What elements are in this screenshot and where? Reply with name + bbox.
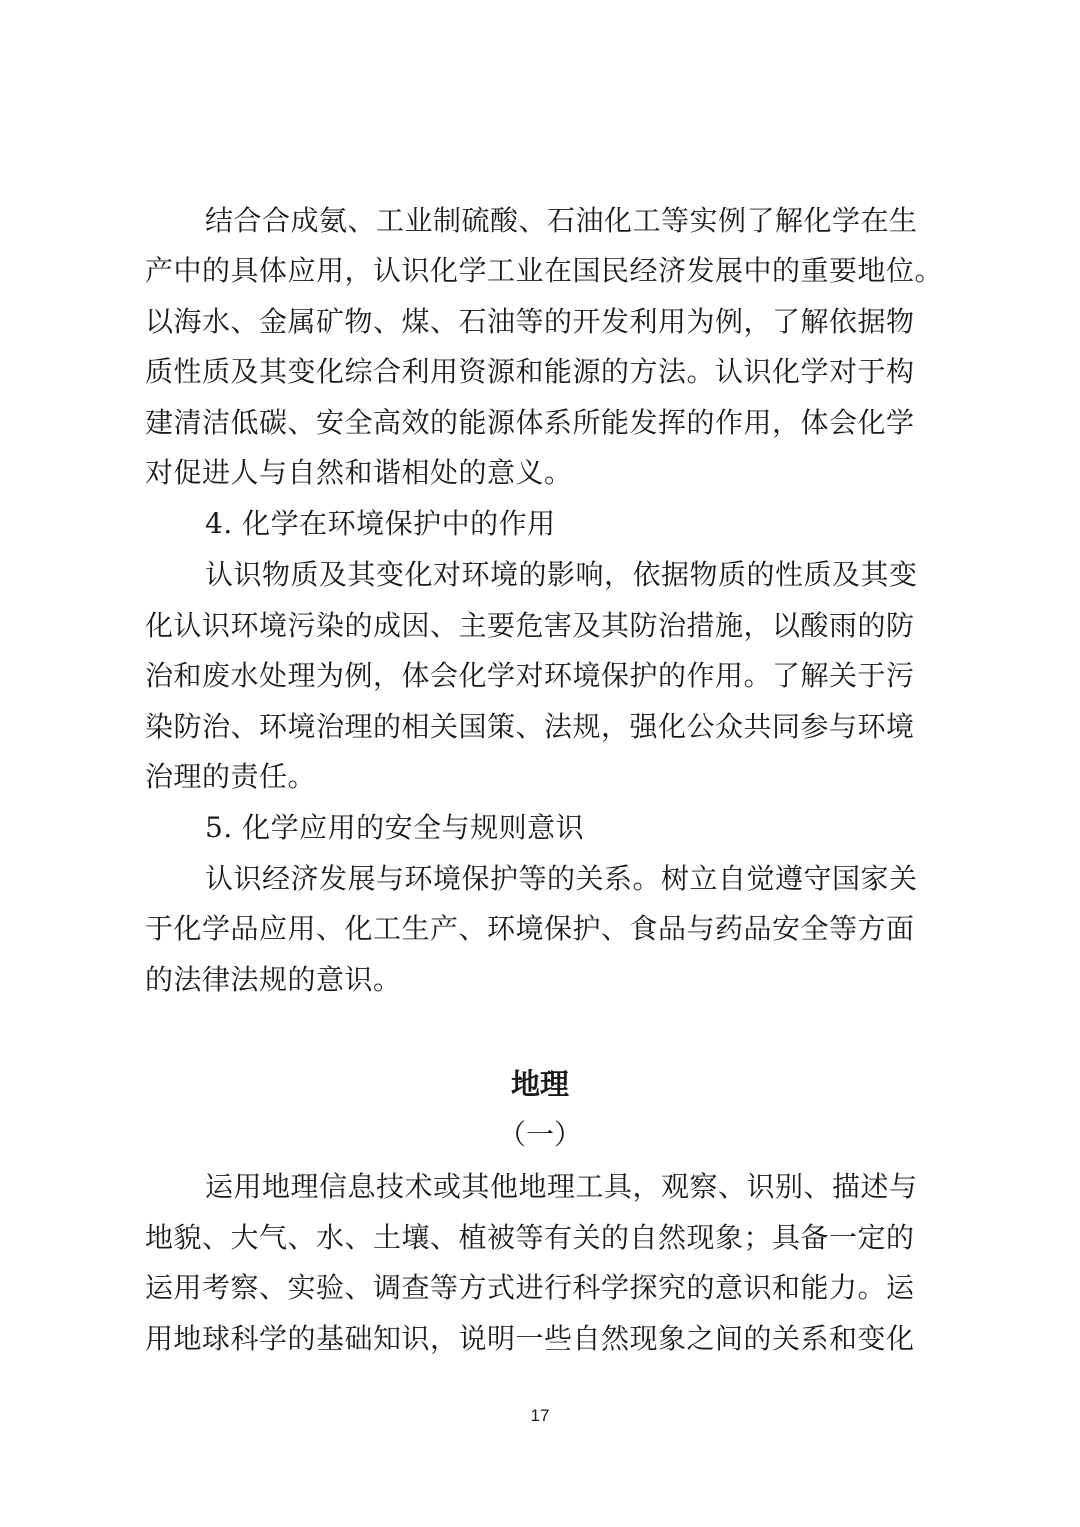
paragraph-line: 治和废水处理为例，体会化学对环境保护的作用。了解关于污 (145, 659, 915, 692)
paragraph-line: 认识经济发展与环境保护等的关系。树立自觉遵守国家关 (205, 862, 918, 895)
geography-title: 地理 (510, 1067, 569, 1101)
paragraph-line: 治理的责任。 (145, 760, 317, 793)
paragraph-line: 质性质及其变化综合利用资源和能源的方法。认识化学对于构 (145, 355, 915, 388)
paragraph-line: 地貌、大气、水、土壤、植被等有关的自然现象；具备一定的 (145, 1221, 915, 1254)
paragraph-line: 产中的具体应用，认识化学工业在国民经济发展中的重要地位。 (145, 254, 944, 287)
geography-subtitle: （一） (497, 1118, 582, 1151)
paragraph-line: 运用考察、实验、调查等方式进行科学探究的意识和能力。运 (145, 1271, 915, 1304)
paragraph-line: 染防治、环境治理的相关国策、法规，强化公众共同参与环境 (145, 710, 915, 743)
paragraph-line: 于化学品应用、化工生产、环境保护、食品与药品安全等方面 (145, 912, 915, 945)
section-heading-4: 4. 化学在环境保护中的作用 (205, 507, 556, 540)
paragraph-line: 化认识环境污染的成因、主要危害及其防治措施，以酸雨的防 (145, 609, 915, 642)
paragraph-line: 建清洁低碳、安全高效的能源体系所能发挥的作用，体会化学 (145, 406, 915, 439)
paragraph-line: 认识物质及其变化对环境的影响，依据物质的性质及其变 (205, 558, 918, 591)
paragraph-line: 运用地理信息技术或其他地理工具，观察、识别、描述与 (205, 1170, 918, 1203)
page-number: 17 (530, 1406, 550, 1425)
paragraph-line: 用地球科学的基础知识，说明一些自然现象之间的关系和变化 (145, 1322, 915, 1355)
paragraph-line: 以海水、金属矿物、煤、石油等的开发利用为例，了解依据物 (145, 305, 915, 338)
paragraph-line: 对促进人与自然和谐相处的意义。 (145, 456, 573, 489)
paragraph-line: 结合合成氨、工业制硫酸、石油化工等实例了解化学在生 (205, 204, 918, 237)
section-heading-5: 5. 化学应用的安全与规则意识 (205, 811, 585, 844)
paragraph-line: 的法律法规的意识。 (145, 963, 402, 996)
